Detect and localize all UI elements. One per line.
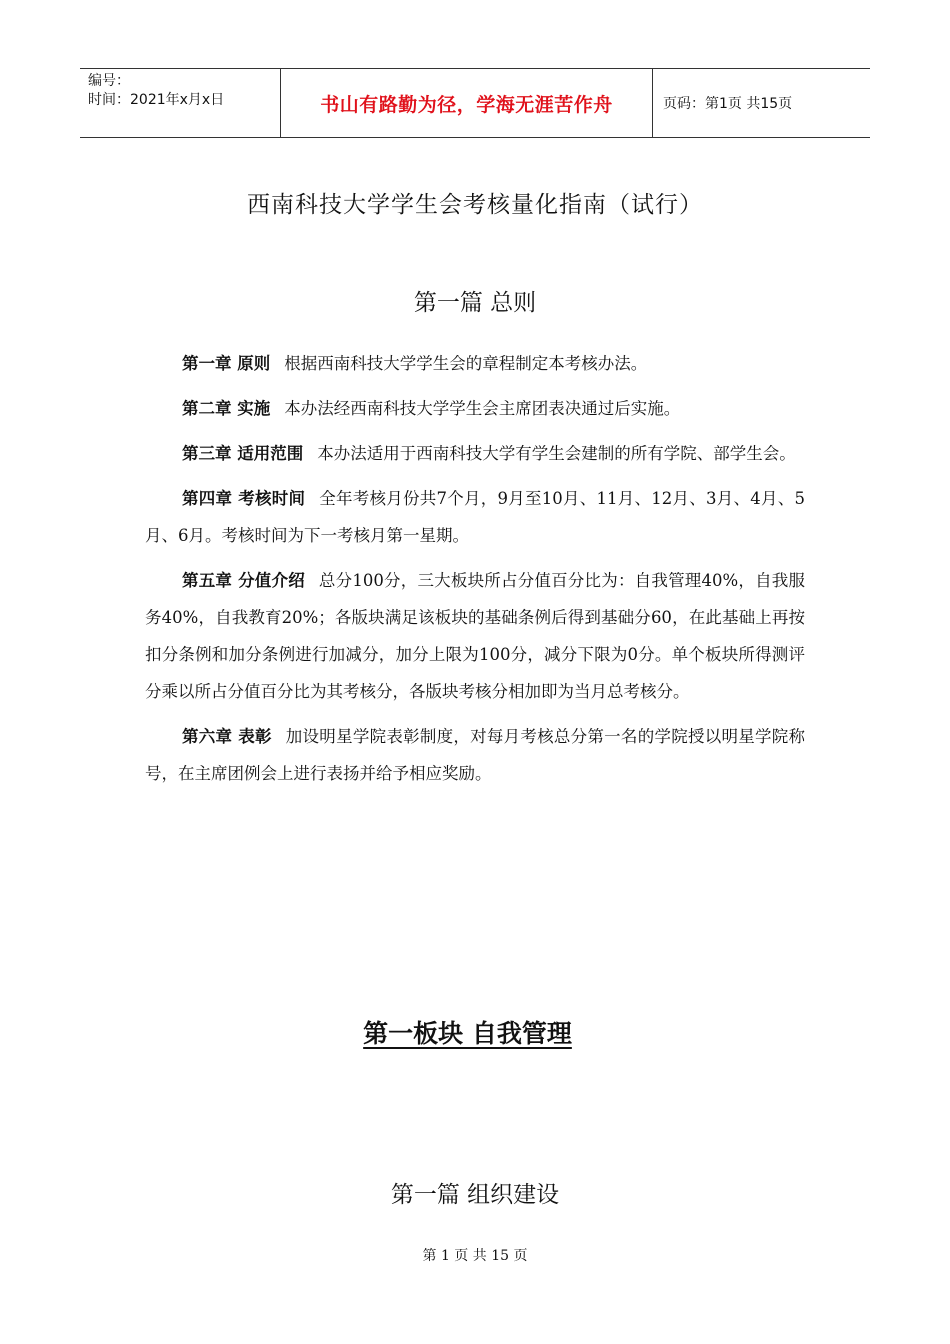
chapter-heading: 第一章 原则 — [182, 354, 271, 373]
chapter-paragraph — [145, 435, 805, 472]
page-footer: 第 1 页 共 15 页 — [422, 1248, 528, 1264]
section-title: 第一板块 自我管理 — [363, 1019, 572, 1048]
sub-part-title: 第一篇 组织建设 — [390, 1182, 560, 1208]
page-header — [80, 68, 870, 138]
chapter-heading: 第五章 分值介绍 — [182, 571, 305, 590]
header-page-label: 页码：第1页 共15页 — [663, 96, 793, 112]
chapter-text: 本办法经西南科技大学学生会主席团表决通过后实施。 — [284, 399, 681, 418]
chapter-paragraph — [145, 718, 805, 792]
chapter-heading: 第四章 考核时间 — [182, 489, 306, 508]
header-page-cell — [653, 69, 870, 137]
header-number-label: 编号： — [88, 73, 130, 89]
chapter-text: 根据西南科技大学学生会的章程制定本考核办法。 — [284, 354, 648, 373]
header-meta — [80, 69, 281, 137]
part-title: 第一篇 总则 — [413, 290, 537, 316]
chapter-paragraph — [145, 345, 805, 382]
chapter-text: 总分100分，三大板块所占分值百分比为：自我管理40%，自我服务40%，自我教育20%；各版块满足该板块的基础条例后得到基础分60，在此基础上再按扣分条例和加分条例进行加减分，加分上限为100分，减分下限为0分。单个板块所得测评分乘以所占分值百分比为其考核分，各版块考核分相加即为当月总考核分。 — [145, 571, 806, 701]
chapter-paragraph — [145, 390, 805, 427]
document-title: 西南科技大学学生会考核量化指南（试行） — [247, 192, 703, 218]
chapter-text: 加设明星学院表彰制度，对每月考核总分第一名的学院授以明星学院称号，在主席团例会上进行表扬并给予相应奖励。 — [145, 727, 806, 783]
chapter-paragraph — [145, 562, 805, 710]
chapter-heading: 第二章 实施 — [182, 399, 271, 418]
header-date-label: 时间：2021年x月x日 — [88, 92, 225, 108]
chapter-heading: 第六章 表彰 — [182, 727, 272, 746]
chapter-text: 本办法适用于西南科技大学有学生会建制的所有学院、部学生会。 — [317, 444, 796, 463]
chapters-list — [145, 345, 805, 800]
chapter-heading: 第三章 适用范围 — [182, 444, 304, 463]
header-motto: 书山有路勤为径，学海无涯苦作舟 — [320, 93, 613, 116]
header-motto-cell — [281, 69, 653, 137]
chapter-text: 全年考核月份共7个月，9月至10月、11月、12月、3月、4月、5月、6月。考核时间为下一考核月第一星期。 — [145, 489, 805, 545]
chapter-paragraph — [145, 480, 805, 554]
